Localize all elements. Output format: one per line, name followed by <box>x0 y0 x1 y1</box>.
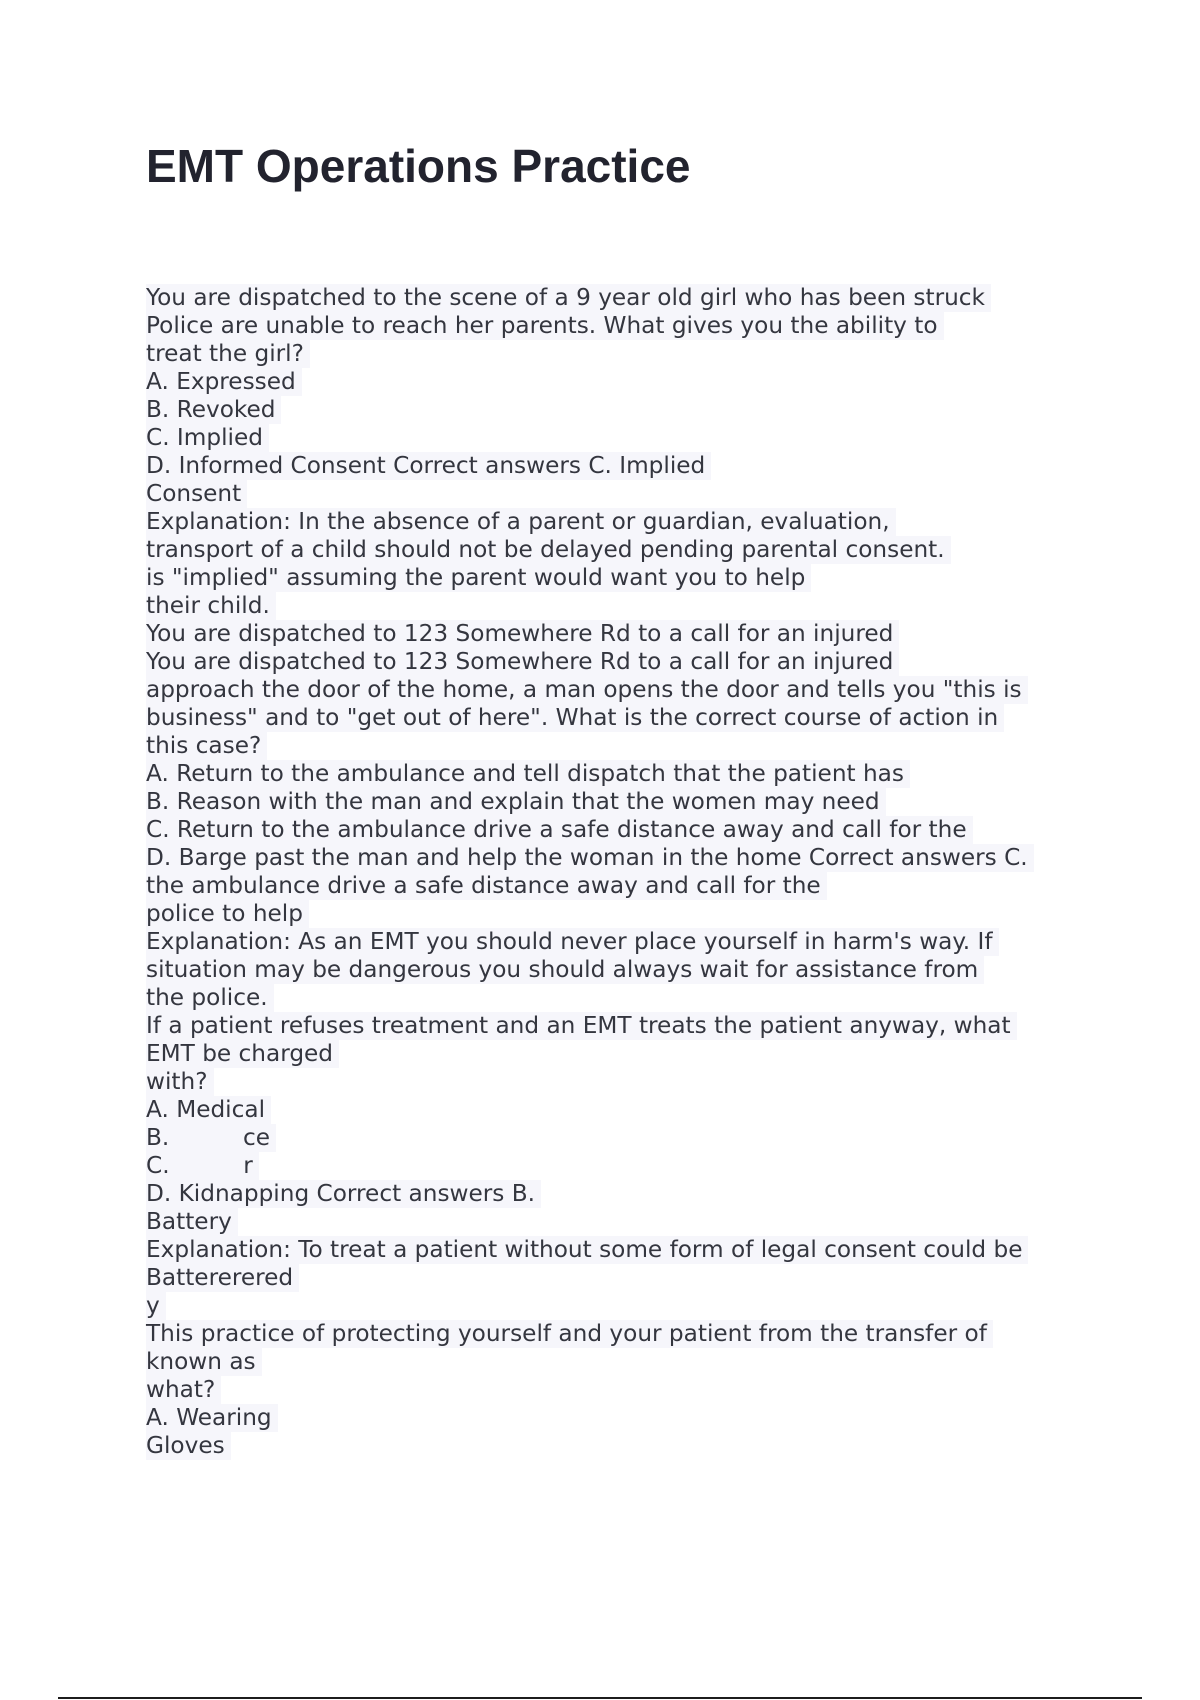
text-line: C. Return to the ambulance drive a safe distance away and call for the <box>146 816 973 844</box>
text-line: You are dispatched to the scene of a 9 year old girl who has been struck <box>146 284 991 312</box>
text-line: is "implied" assuming the parent would want you to help <box>146 564 811 592</box>
text-line: transport of a child should not be delayed pending parental consent. <box>146 536 951 564</box>
text-line: B. Revoked <box>146 396 281 424</box>
text-line: Gloves <box>146 1432 231 1460</box>
text-line: B. Reason with the man and explain that the women may need <box>146 788 886 816</box>
text-line: Police are unable to reach her parents. What gives you the ability to <box>146 312 944 340</box>
text-line: their child. <box>146 592 276 620</box>
text-line: this case? <box>146 732 267 760</box>
page-bottom-divider <box>58 1697 1142 1699</box>
text-line: Explanation: In the absence of a parent or guardian, evaluation, <box>146 508 896 536</box>
text-line: A. Expressed <box>146 368 302 396</box>
text-line: Consent <box>146 480 247 508</box>
text-line: C. r <box>146 1152 259 1180</box>
text-line: D. Kidnapping Correct answers B. <box>146 1180 541 1208</box>
text-line: EMT be charged <box>146 1040 339 1068</box>
text-line: Explanation: As an EMT you should never place yourself in harm's way. If <box>146 928 999 956</box>
text-line: This practice of protecting yourself and your patient from the transfer of <box>146 1320 993 1348</box>
text-line: A. Return to the ambulance and tell dispatch that the patient has <box>146 760 910 788</box>
text-line: If a patient refuses treatment and an EMT treats the patient anyway, what <box>146 1012 1017 1040</box>
text-line: known as <box>146 1348 262 1376</box>
text-line: B. ce <box>146 1124 276 1152</box>
text-line: treat the girl? <box>146 340 310 368</box>
text-line: Explanation: To treat a patient without some form of legal consent could be <box>146 1236 1028 1264</box>
text-line: the ambulance drive a safe distance away and call for the <box>146 872 827 900</box>
text-line: approach the door of the home, a man opens the door and tells you "this is <box>146 676 1028 704</box>
text-line: D. Barge past the man and help the woman in the home Correct answers C. <box>146 844 1034 872</box>
page-title: EMT Operations Practice <box>146 140 691 192</box>
text-line: what? <box>146 1376 221 1404</box>
text-line: A. Medical <box>146 1096 271 1124</box>
text-line: Battery <box>146 1208 238 1236</box>
text-line: A. Wearing <box>146 1404 278 1432</box>
text-line: Battererered <box>146 1264 299 1292</box>
text-line: y <box>146 1292 166 1320</box>
text-line: situation may be dangerous you should always wait for assistance from <box>146 956 984 984</box>
text-line: the police. <box>146 984 274 1012</box>
text-line: D. Informed Consent Correct answers C. Implied <box>146 452 711 480</box>
text-line: C. Implied <box>146 424 269 452</box>
text-line: business" and to "get out of here". What is the correct course of action in <box>146 704 1004 732</box>
text-line: You are dispatched to 123 Somewhere Rd to a call for an injured <box>146 620 899 648</box>
text-line: police to help <box>146 900 309 928</box>
text-line: You are dispatched to 123 Somewhere Rd to a call for an injured <box>146 648 899 676</box>
document-body <box>146 284 1106 1460</box>
text-line: with? <box>146 1068 214 1096</box>
